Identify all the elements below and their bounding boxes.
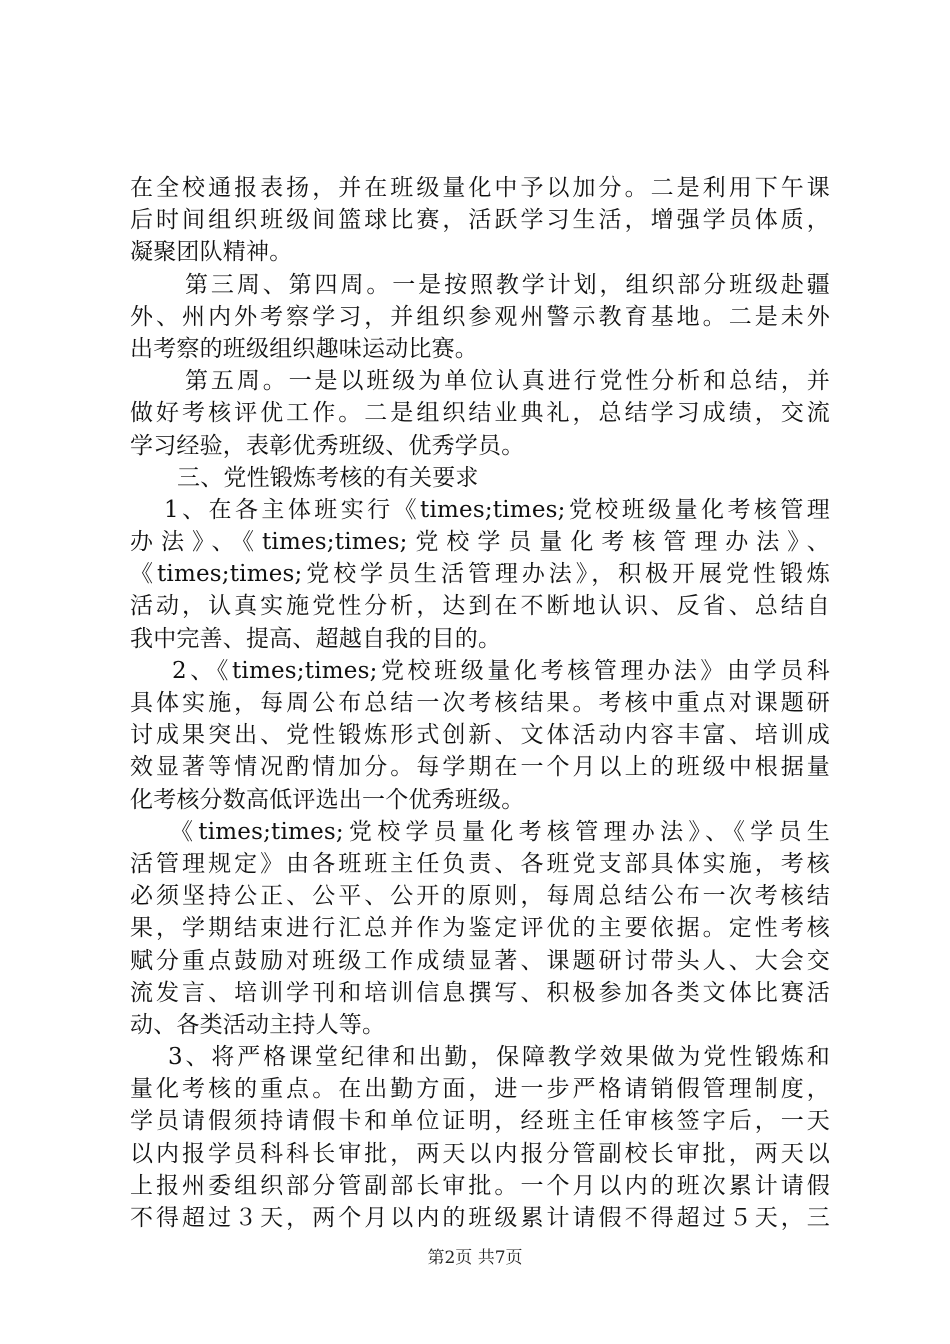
text-line: 果，学期结束进行汇总并作为鉴定评优的主要依据。定性考核 [130, 915, 830, 942]
text-line: 第三周、第四周。一是按照教学计划，组织部分班级赴疆 [185, 271, 830, 298]
text-line: 凝聚团队精神。 [130, 239, 293, 266]
text-line: 以内报学员科科长审批，两天以内报分管副校长审批，两天以 [130, 1140, 830, 1167]
text-line: 动、各类活动主持人等。 [130, 1011, 386, 1038]
text-line: 学习经验，表彰优秀班级、优秀学员。 [130, 432, 525, 459]
text-line: 必须坚持公正、公平、公开的原则，每周总结公布一次考核结 [130, 883, 830, 910]
text-line: 外、州内外考察学习，并组织参观州警示教育基地。二是未外 [130, 303, 830, 330]
text-line: 1、在各主体班实行《times;times;党校班级量化考核管理 [164, 496, 830, 523]
text-line: 活管理规定》由各班班主任负责、各班党支部具体实施，考核 [130, 850, 830, 877]
text-line: 出考察的班级组织趣味运动比赛。 [130, 335, 478, 362]
text-line: 上报州委组织部分管副部长审批。一个月以内的班次累计请假 [130, 1172, 830, 1199]
text-line: 《times;times;党校学员生活管理办法》，积极开展党性锻炼 [130, 561, 830, 588]
text-line: 活动，认真实施党性分析，达到在不断地认识、反省、总结自 [130, 593, 830, 620]
text-line: 具体实施，每周公布总结一次考核结果。考核中重点对课题研 [130, 690, 830, 716]
document-body [130, 172, 830, 1234]
text-line: 3、将严格课堂纪律和出勤，保障教学效果做为党性锻炼和 [168, 1044, 830, 1071]
text-line: 第五周。一是以班级为单位认真进行党性分析和总结，并 [185, 368, 830, 395]
text-line: 量化考核的重点。在出勤方面，进一步严格请销假管理制度， [130, 1076, 830, 1103]
text-line: 《times;times;党校学员量化考核管理办法》、《学员生 [170, 818, 830, 845]
text-line: 2、《times;times;党校班级量化考核管理办法》由学员科 [172, 657, 830, 684]
text-line: 办法》、《times;times;党校学员量化考核管理办法》、 [130, 529, 830, 556]
text-line: 不得超过３天，两个月以内的班级累计请假不得超过５天，三 [130, 1205, 830, 1231]
text-line: 后时间组织班级间篮球比赛，活跃学习生活，增强学员体质， [130, 207, 830, 234]
text-line: 在全校通报表扬，并在班级量化中予以加分。二是利用下午课 [130, 175, 830, 201]
text-line: 讨成果突出、党性锻炼形式创新、文体活动内容丰富、培训成 [130, 722, 830, 749]
section-heading: 三、党性锻炼考核的有关要求 [177, 464, 479, 491]
text-line: 化考核分数高低评选出一个优秀班级。 [130, 786, 525, 813]
text-line: 效显著等情况酌情加分。每学期在一个月以上的班级中根据量 [130, 754, 830, 781]
page-number-footer: 第2页 共7页 [427, 1248, 523, 1268]
text-line: 流发言、培训学刊和培训信息撰写、积极参加各类文体比赛活 [130, 979, 830, 1006]
text-line: 赋分重点鼓励对班级工作成绩显著、课题研讨带头人、大会交 [130, 947, 830, 974]
text-line: 学员请假须持请假卡和单位证明，经班主任审核签字后，一天 [130, 1108, 830, 1135]
text-line: 做好考核评优工作。二是组织结业典礼，总结学习成绩，交流 [130, 400, 830, 427]
text-line: 我中完善、提高、超越自我的目的。 [130, 625, 502, 652]
